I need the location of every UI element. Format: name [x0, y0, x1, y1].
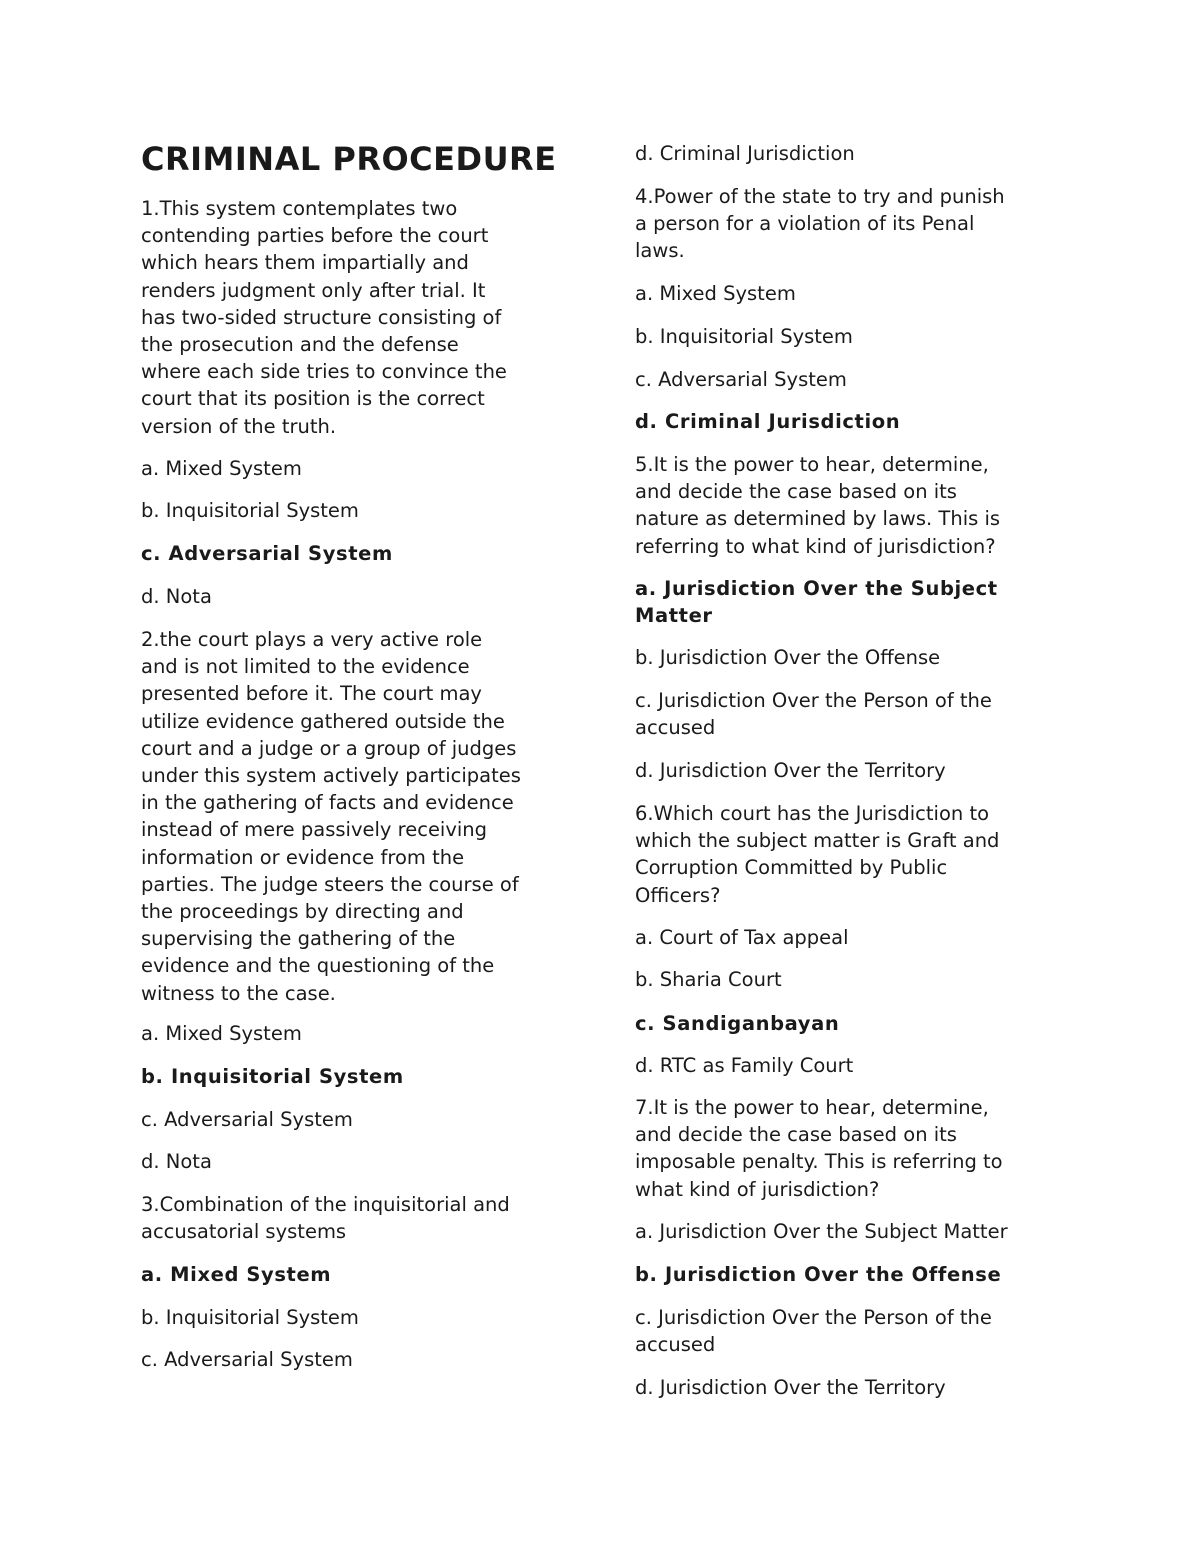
- q2-option-d: d. Nota: [141, 1150, 212, 1173]
- question-7-text: 7.It is the power to hear, determine, and decide the case based on its imposable penalty. This is referring to what kind of jurisdiction?: [635, 1096, 1003, 1201]
- q3-option-a-answer: a. Mixed System: [141, 1263, 332, 1286]
- question-4-text: 4.Power of the state to try and punish a person for a violation of its Penal laws.: [635, 185, 1005, 263]
- q3-option-b: b. Inquisitorial System: [141, 1306, 359, 1329]
- question-2-text: 2.the court plays a very active role and is not limited to the evidence presented before it. The court may utilize evidence gathered outside the court and a judge or a group of judges under this system actively participates in the gathering of facts and evidence instead of mere passively receiving information or evidence from the parties. The judge steers the course of the proceedings by directing and supervising the gathering of the evidence and the questioning of the witness to the case.: [141, 628, 521, 1005]
- q7-option-c: c. Jurisdiction Over the Person of the accused: [635, 1306, 992, 1357]
- q4-option-b: b. Inquisitorial System: [635, 325, 853, 348]
- q6-option-a: a. Court of Tax appeal: [635, 926, 849, 949]
- q5-option-d: d. Jurisdiction Over the Territory: [635, 759, 946, 782]
- q2-option-b-answer: b. Inquisitorial System: [141, 1065, 404, 1088]
- q1-option-d: d. Nota: [141, 585, 212, 608]
- q1-option-b: b. Inquisitorial System: [141, 499, 359, 522]
- q2-option-c: c. Adversarial System: [141, 1108, 353, 1131]
- q7-option-b-answer: b. Jurisdiction Over the Offense: [635, 1263, 1002, 1286]
- q4-option-c: c. Adversarial System: [635, 368, 847, 391]
- q5-option-b: b. Jurisdiction Over the Offense: [635, 646, 941, 669]
- page-title: CRIMINAL PROCEDURE: [141, 140, 557, 178]
- q3-option-d: d. Criminal Jurisdiction: [635, 142, 855, 165]
- q7-option-d: d. Jurisdiction Over the Territory: [635, 1376, 946, 1399]
- question-3-text: 3.Combination of the inquisitorial and accusatorial systems: [141, 1193, 510, 1244]
- q6-option-d: d. RTC as Family Court: [635, 1054, 854, 1077]
- q4-option-a: a. Mixed System: [635, 282, 796, 305]
- q2-option-a: a. Mixed System: [141, 1022, 302, 1045]
- q5-option-a-answer: a. Jurisdiction Over the Subject Matter: [635, 577, 998, 628]
- q6-option-c-answer: c. Sandiganbayan: [635, 1012, 840, 1035]
- question-6-text: 6.Which court has the Jurisdiction to which the subject matter is Graft and Corruption Committed by Public Officers?: [635, 802, 1000, 907]
- q1-option-c-answer: c. Adversarial System: [141, 542, 393, 565]
- question-5-text: 5.It is the power to hear, determine, and decide the case based on its nature as determined by laws. This is referring to what kind of jurisdiction?: [635, 453, 1001, 558]
- q7-option-a: a. Jurisdiction Over the Subject Matter: [635, 1220, 1008, 1243]
- q4-option-d-answer: d. Criminal Jurisdiction: [635, 410, 901, 433]
- q6-option-b: b. Sharia Court: [635, 968, 782, 991]
- q1-option-a: a. Mixed System: [141, 457, 302, 480]
- q5-option-c: c. Jurisdiction Over the Person of the accused: [635, 689, 992, 740]
- question-1-text: 1.This system contemplates two contending parties before the court which hears them impartially and renders judgment only after trial. It has two-sided structure consisting of the prosecution and the defense where each side tries to convince the court that its position is the correct version of the truth.: [141, 197, 507, 438]
- q3-option-c: c. Adversarial System: [141, 1348, 353, 1371]
